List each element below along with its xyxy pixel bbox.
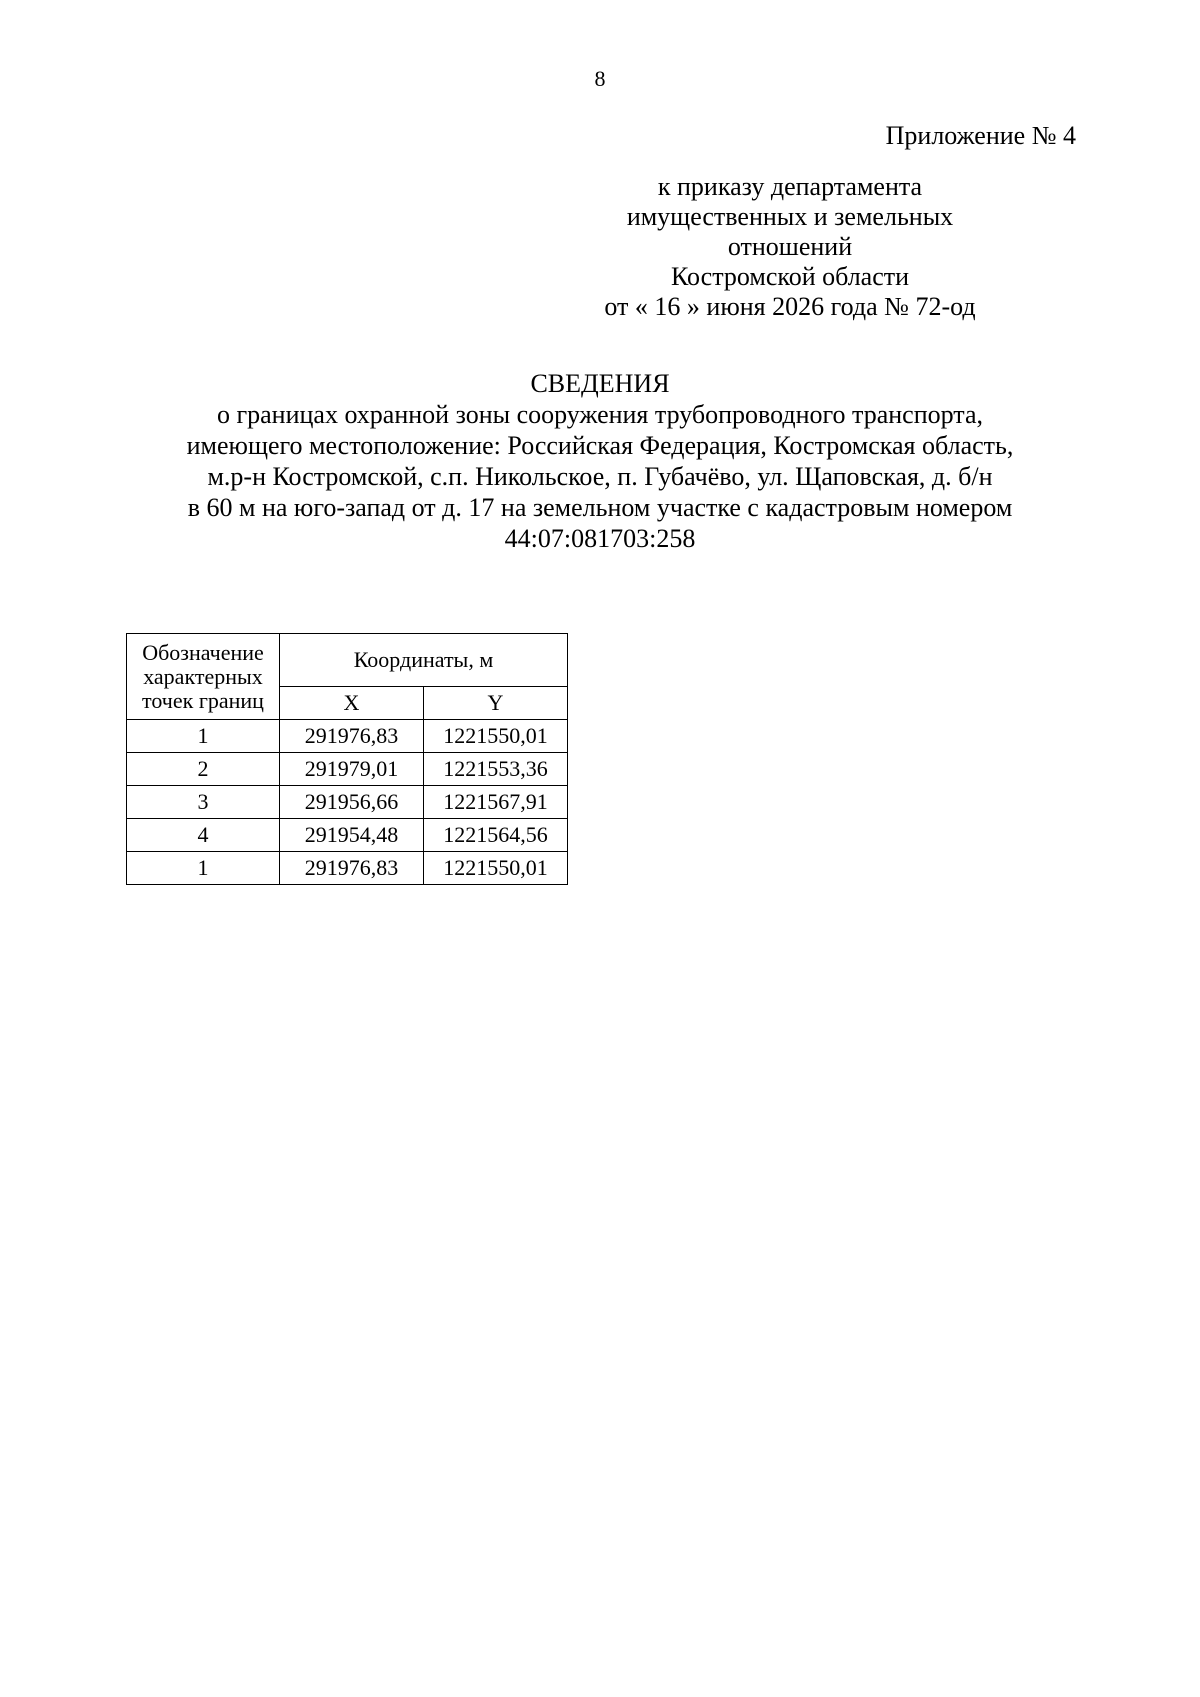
order-reference — [590, 172, 990, 322]
point-cell: 3 — [127, 786, 280, 819]
appendix-label: Приложение № 4 — [885, 121, 1076, 150]
order-line: Костромской области — [670, 262, 910, 291]
table-row — [127, 753, 568, 786]
y-cell: 1221564,56 — [424, 819, 568, 852]
point-cell: 4 — [127, 819, 280, 852]
point-cell: 2 — [127, 753, 280, 786]
y-cell: 1221550,01 — [424, 720, 568, 753]
table-row — [127, 720, 568, 753]
x-column-header: X — [280, 687, 424, 720]
x-cell: 291976,83 — [280, 720, 424, 753]
y-cell: 1221553,36 — [424, 753, 568, 786]
coordinates-table — [126, 633, 568, 885]
order-line: от « 16 » июня 2026 года № 72-од — [604, 292, 976, 321]
y-cell: 1221550,01 — [424, 852, 568, 885]
cadastral-number: 44:07:081703:258 — [504, 524, 696, 553]
table-row — [127, 852, 568, 885]
document-title: СВЕДЕНИЯ — [530, 369, 670, 398]
subtitle-line: имеющего местоположение: Российская Федерация, Костромская область, — [186, 431, 1014, 460]
x-cell: 291979,01 — [280, 753, 424, 786]
table-row — [127, 786, 568, 819]
page-number: 8 — [594, 66, 606, 91]
y-cell: 1221567,91 — [424, 786, 568, 819]
point-cell: 1 — [127, 720, 280, 753]
table-row — [127, 819, 568, 852]
document-heading — [100, 368, 1100, 554]
point-cell: 1 — [127, 852, 280, 885]
subtitle-line: в 60 м на юго-запад от д. 17 на земельном участке с кадастровым номером — [187, 493, 1013, 522]
y-column-header: Y — [424, 687, 568, 720]
subtitle-line: о границах охранной зоны сооружения трубопроводного транспорта, — [216, 400, 984, 429]
x-cell: 291956,66 — [280, 786, 424, 819]
order-line: отношений — [727, 232, 853, 261]
order-line: к приказу департамента — [657, 172, 923, 201]
coordinates-header: Координаты, м — [280, 634, 568, 687]
x-cell: 291954,48 — [280, 819, 424, 852]
subtitle-line: м.р-н Костромской, с.п. Никольское, п. Губачёво, ул. Щаповская, д. б/н — [207, 462, 993, 491]
points-column-header: Обозначение характерных точек границ — [127, 634, 280, 720]
order-line: имущественных и земельных — [626, 202, 954, 231]
x-cell: 291976,83 — [280, 852, 424, 885]
